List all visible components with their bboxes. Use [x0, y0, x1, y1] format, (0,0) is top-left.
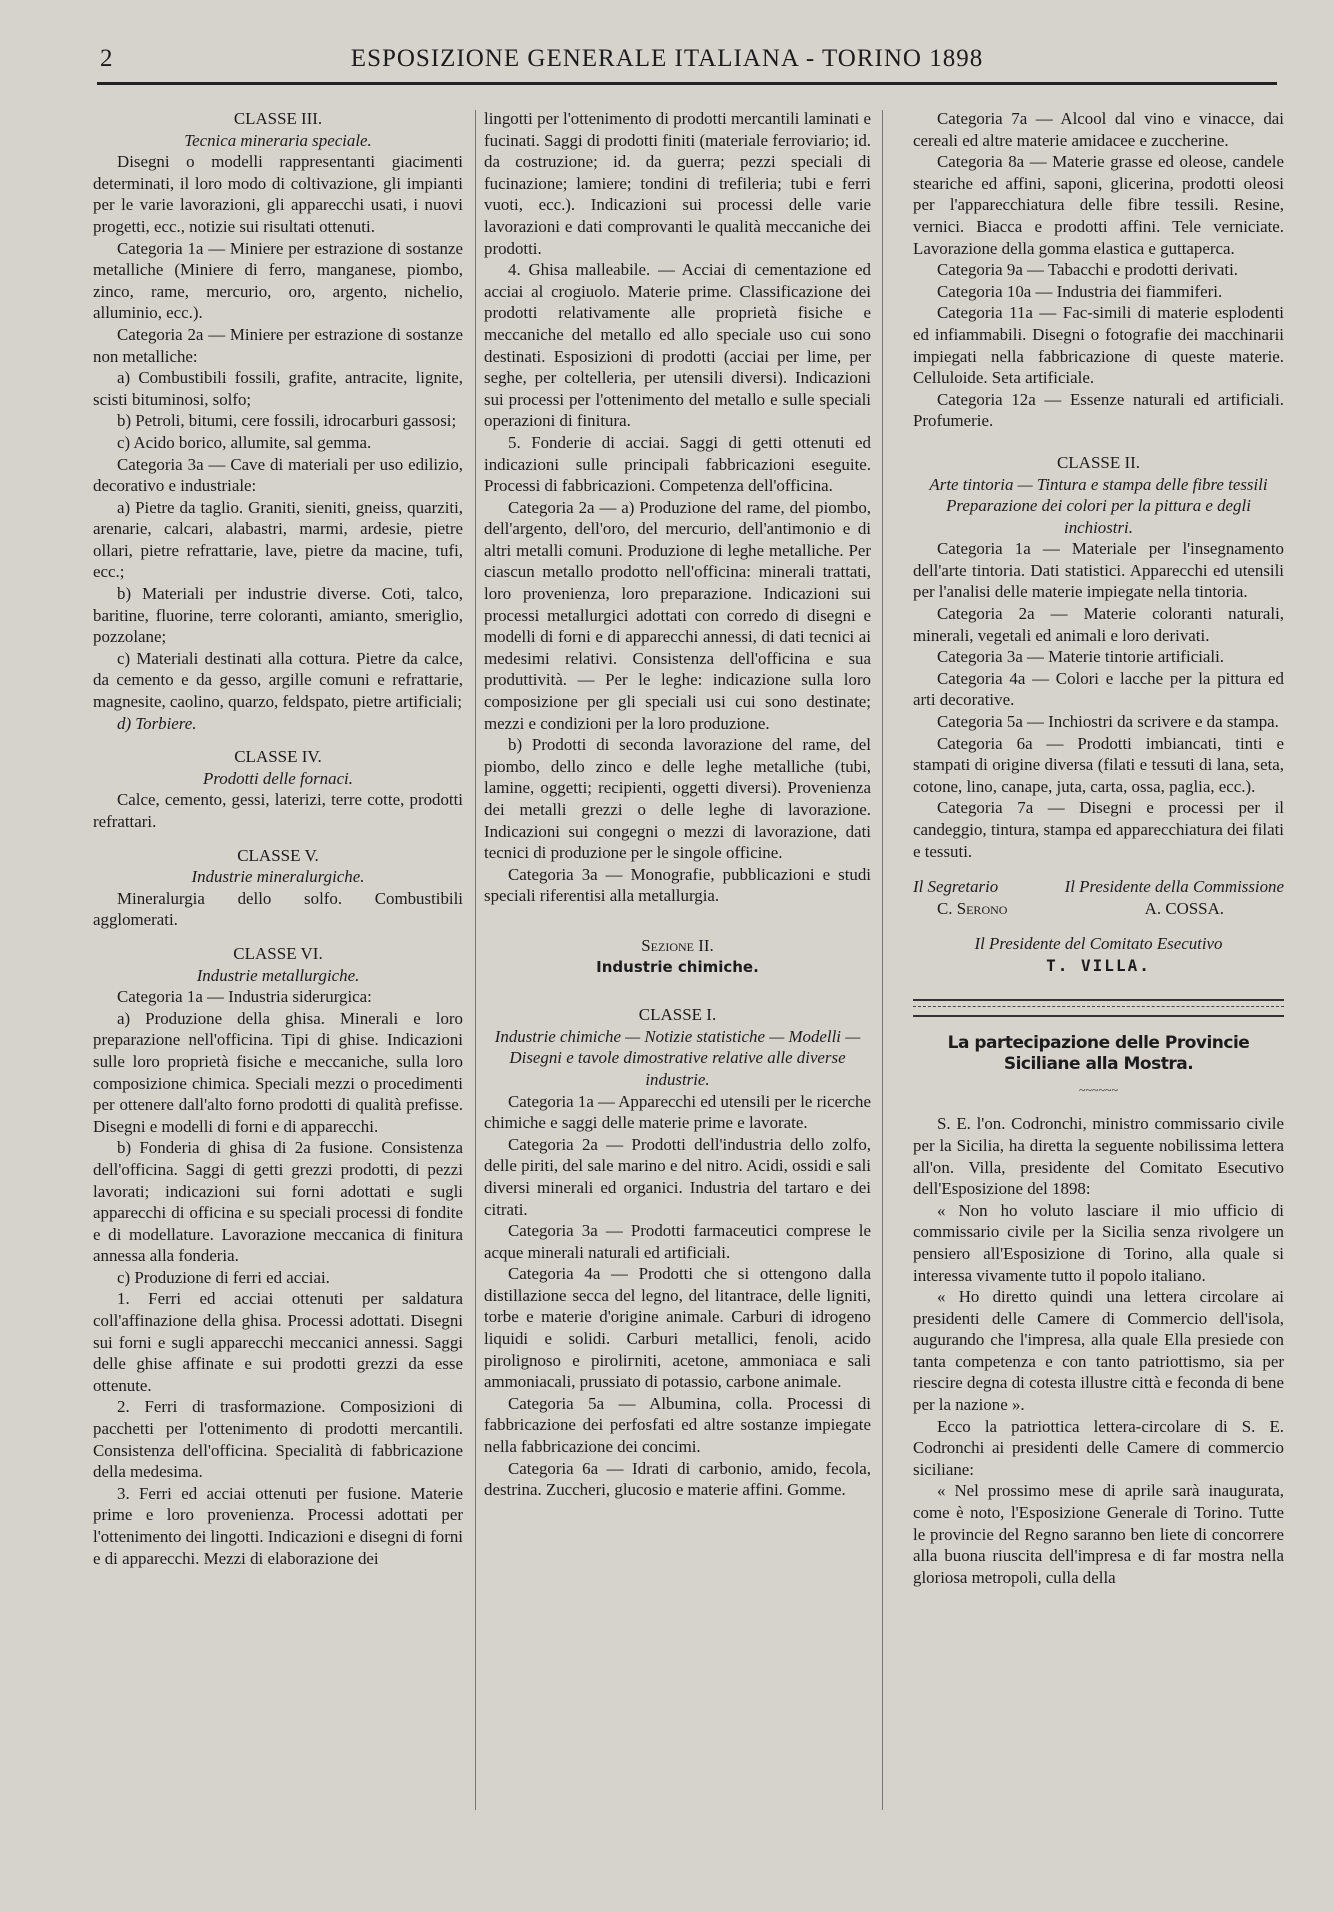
signature-names — [913, 898, 1284, 920]
article-title: La partecipazione delle Provincie Siciliane alla Mostra. — [947, 1032, 1250, 1075]
paragraph: Categoria 1a — Industria siderurgica: — [117, 987, 372, 1007]
paragraph: Categoria 7a — Alcool dal vino e vinacce, dai cereali ed altre materie amidacee e zuccherine. — [913, 109, 1284, 150]
running-title: ESPOSIZIONE GENERALE ITALIANA - TORINO 1898 — [350, 45, 984, 72]
secretary-name: C. Serono — [937, 898, 1008, 918]
column-2 — [484, 108, 871, 1501]
paragraph: Categoria 5a — Inchiostri da scrivere e da stampa. — [937, 712, 1279, 732]
paragraph: 4. Ghisa malleabile. — Acciai di cementazione ed acciai al crogiuolo. Materie prime. Classificazione dei prodotti relativamente alle proprietà fisiche e meccaniche del metallo ed allo speciale uso cui sono destinati. Esposizioni di prodotti (acciai per lime, per seghe, per coltelleria, per utensili diversi). Indicazioni sui processi per l'ottenimento del metallo e sulle speciali operazioni di finitura. — [484, 260, 871, 431]
paragraph: Categoria 12a — Essenze naturali ed artificiali. Profumerie. — [913, 389, 1284, 431]
paragraph: c) Materiali destinati alla cottura. Pietre da calce, da cemento e da gesso, argille comuni e refrattarie, magnesite, caolino, quarzo, feldspato, pietre artificiali; — [93, 648, 463, 712]
paragraph: Categoria 3a — Monografie, pubblicazioni e studi speciali riferentisi alla metallurgia. — [484, 864, 871, 906]
committee-title: Il Presidente del Comitato Esecutivo — [974, 934, 1223, 954]
paragraph: Categoria 3a — Materie tintorie artificiali. — [937, 647, 1225, 667]
paragraph: b) Petroli, bitumi, cere fossili, idrocarburi gassosi; — [117, 411, 457, 431]
paragraph: Categoria 1a — Apparecchi ed utensili per le ricerche chimiche e saggi delle materie prime e lavorate. — [484, 1091, 871, 1133]
paragraph: Categoria 1a — Materiale per l'insegnamento dell'arte tintoria. Dati statistici. Apparecchi ed utensili per l'analisi delle materie impiegate nella tintoria. — [913, 539, 1284, 602]
decorative-rule — [913, 999, 1284, 1017]
paragraph: Categoria 4a — Colori e lacche per la pittura ed arti decorative. — [913, 668, 1284, 710]
flourish-divider: ~~~~~~ — [1079, 1082, 1118, 1097]
paragraph: Categoria 2a — Miniere per estrazione di sostanze non metalliche: — [93, 324, 463, 366]
class-subtitle: Arte tintoria — Tintura e stampa delle fibre tessili Preparazione dei colori per la pittura e degli inchiostri. — [929, 474, 1268, 537]
class-heading: CLASSE I. — [638, 1005, 717, 1025]
paragraph: c) Acido borico, allumite, sal gemma. — [117, 432, 372, 452]
president-name: A. COSSA. — [1144, 898, 1224, 918]
paragraph: Categoria 2a — a) Produzione del rame, del piombo, dell'argento, dell'oro, del mercurio, dell'antimonio e di altri metalli comuni. Produzione di leghe metalliche. Per ciascun metallo prodotto nell'officina: minerali trattati, loro provenienza, loro preparazione. Indicazioni sui processi metallurgici adottati con corredo di disegni e modelli di forni e di apparecchi annessi, di dati tecnici ai medesimi relativi. Consistenza dell'officina e sua produttività. — Per le leghe: indicazione sulla loro composizione per gli speciali usi cui sono destinate; mezzi e condizioni per la loro produzione. — [484, 497, 871, 733]
paragraph: 1. Ferri ed acciai ottenuti per saldatura coll'affinazione della ghisa. Processi adottati. Disegni sui forni e sugli apparecchi meccanici annessi. Saggi delle ghise affinate e sui prodotti grezzi da esse ottenute. — [93, 1289, 463, 1395]
paragraph: Disegni o modelli rappresentanti giacimenti determinati, il loro modo di coltivazione, gli impianti per le varie lavorazioni, gli apparecchi usati, i nuovi progetti, ecc., notizie sui risultati ottenuti. — [93, 152, 463, 236]
committee-president: T. VILLA. — [1046, 955, 1151, 975]
paragraph: Categoria 2a — Prodotti dell'industria dello zolfo, delle piriti, del sale marino e del nitro. Acidi, ossidi e sali diversi minerali ed organici. Industria del tartaro e dei citrati. — [484, 1134, 871, 1219]
paragraph: Calce, cemento, gessi, laterizi, terre cotte, prodotti refrattari. — [93, 790, 463, 831]
paragraph: Categoria 3a — Cave di materiali per uso edilizio, decorativo e industriale: — [93, 454, 463, 496]
column-divider — [882, 110, 883, 1810]
paragraph: Categoria 7a — Disegni e processi per il candeggio, tintura, stampa ed apparecchiatura dei filati e tessuti. — [913, 798, 1284, 861]
paragraph: b) Fonderia di ghisa di 2a fusione. Consistenza dell'officina. Saggi di getti grezzi prodotti, di pezzi lavorati; indicazioni sui forni adottati e sugli apparecchi di officina e su speciali processi di fondite e di modellature. Lavorazione meccanica di finitura annessa alla fonderia. — [93, 1138, 463, 1266]
column-divider — [475, 110, 476, 1810]
paragraph: lingotti per l'ottenimento di prodotti mercantili laminati e fucinati. Saggi di prodotti finiti (materiale ferroviario; id. da costruzione; id. da guerra; pezzi speciali di fucinazione; lamiere; tondini di trefileria; tubi e ferri vuoti, ecc.). Indicazioni sui processi delle varie lavorazioni e dati comprovanti le qualità meccaniche dei prodotti. — [484, 109, 871, 258]
paragraph: « Non ho voluto lasciare il mio ufficio di commissario civile per la Sicilia senza rivolgere un pensiero all'Esposizione di Torino, alla quale si interessa vivamente tutto il popolo italiano. — [913, 1200, 1284, 1285]
paragraph: Mineralurgia dello solfo. Combustibili agglomerati. — [93, 888, 463, 930]
class-subtitle: Industrie mineralurgiche. — [191, 867, 365, 887]
paragraph: « Nel prossimo mese di aprile sarà inaugurata, come è noto, l'Esposizione Generale di Torino. Tutte le provincie del Regno saranno ben liete di concorrere alla buona riuscita dell'impresa e di far mostra nella gloriosa metropoli, culla della — [913, 1481, 1284, 1587]
class-heading: CLASSE IV. — [234, 747, 322, 767]
page-header — [0, 45, 1334, 85]
paragraph: S. E. l'on. Codronchi, ministro commissario civile per la Sicilia, ha diretta la seguente nobilissima lettera all'on. Villa, presidente del Comitato Esecutivo dell'Esposizione del 1898: — [913, 1114, 1284, 1199]
secretary-title: Il Segretario — [913, 877, 999, 897]
class-subtitle: Industrie chimiche — Notizie statistiche — Modelli — Disegni e tavole dimostrative relative alle diverse industrie. — [494, 1026, 861, 1089]
paragraph: Categoria 8a — Materie grasse ed oleose, candele steariche ed affini, saponi, glicerina, prodotti oleosi per l'apparecchiatura delle fibre tessili. Resine, vernici. Biacca e prodotti affini. Tele verniciate. Lavorazione della gomma elastica e guttaperca. — [913, 152, 1284, 258]
president-title: Il Presidente della Commissione — [1064, 877, 1284, 897]
paragraph: 5. Fonderie di acciai. Saggi di getti ottenuti ed indicazioni sulle principali fabbricazioni eseguite. Processi di fabbricazioni. Competenza dell'officina. — [484, 432, 871, 496]
paragraph: Categoria 2a — Materie coloranti naturali, minerali, vegetali ed animali e loro derivati. — [913, 604, 1284, 645]
class-heading: CLASSE V. — [237, 845, 319, 865]
signature-row — [913, 876, 1284, 898]
class-subtitle: Tecnica mineraria speciale. — [184, 130, 372, 150]
paragraph: Categoria 1a — Miniere per estrazione di sostanze metalliche (Miniere di ferro, manganese, piombo, zinco, rame, mercurio, oro, argento, nichelio, alluminio, ecc.). — [93, 238, 463, 323]
column-3 — [913, 108, 1284, 1588]
paragraph: « Ho diretto quindi una lettera circolare ai presidenti delle Camere di Commercio dell'isola, augurando che l'impresa, alla quale Ella presiede con tanta competenza e con tanto patriottismo, sia per riescire degna di cotesta illustre città e feconda di bene per la nazione ». — [913, 1287, 1284, 1415]
paragraph: 2. Ferri di trasformazione. Composizioni di pacchetti per l'ottenimento di prodotti mercantili. Consistenza dell'officina. Specialità di fabbricazione della medesima. — [93, 1397, 463, 1482]
header-rule — [97, 82, 1277, 85]
paragraph: a) Pietre da taglio. Graniti, sieniti, gneiss, quarziti, arenarie, calcari, alabastri, marmi, ardesie, pietre ollari, pietre refrattarie, lave, pietre da macine, tufi, ecc.; — [93, 497, 463, 582]
paragraph: b) Materiali per industrie diverse. Coti, talco, baritine, fluorine, terre coloranti, amianto, smeriglio, pozzolane; — [93, 584, 463, 647]
class-subtitle: Prodotti delle fornaci. — [203, 768, 353, 788]
paragraph: c) Produzione di ferri ed acciai. — [117, 1267, 330, 1287]
paragraph: Categoria 10a — Industria dei fiammiferi. — [937, 281, 1223, 301]
paragraph: Ecco la patriottica lettera-circolare di S. E. Codronchi ai presidenti delle Camere di commercio siciliane: — [913, 1416, 1284, 1479]
class-heading: CLASSE III. — [233, 109, 323, 128]
paragraph: Categoria 9a — Tabacchi e prodotti derivati. — [937, 260, 1239, 280]
paragraph: Categoria 3a — Prodotti farmaceutici comprese le acque minerali naturali ed artificiali. — [484, 1221, 871, 1262]
class-heading: CLASSE VI. — [233, 943, 323, 963]
paragraph: b) Prodotti di seconda lavorazione del rame, del piombo, dello zinco e delle leghe metalliche (tubi, lamine, oggetti; recipienti, oggetti diversi). Provenienza dei metalli grezzi o delle leghe di lavorazione. Indicazioni sui congegni o mezzi di lavorazione, dati tecnici di produzione per le singole officine. — [484, 735, 871, 863]
class-subtitle: Industrie metallurgiche. — [196, 965, 360, 985]
paragraph: Categoria 6a — Prodotti imbiancati, tinti e stampati di origine diversa (filati e tessuti di lana, seta, cotone, lino, canape, juta, carta, ossa, paglia, ecc.). — [913, 733, 1284, 796]
section-number: Sezione II. — [641, 935, 714, 955]
paragraph: 3. Ferri ed acciai ottenuti per fusione. Materie prime e loro provenienza. Processi adottati per l'ottenimento dei lingotti. Indicazioni e disegni di forni e di apparecchi. Mezzi di elaborazione dei — [93, 1483, 463, 1568]
section-title: Industrie chimiche. — [596, 957, 759, 976]
paragraph: Categoria 5a — Albumina, colla. Processi di fabbricazione dei perfosfati ed altre sostanze impiegate nella fabbricazione dei concimi. — [484, 1393, 871, 1457]
paragraph: Categoria 11a — Fac-simili di materie esplodenti ed infiammabili. Disegni o fotografie dei macchinarii impiegati nella fabbricazione di queste materie. Celluloide. Seta artificiale. — [913, 303, 1284, 388]
page-number: 2 — [100, 45, 113, 72]
paragraph: Categoria 4a — Prodotti che si ottengono dalla distillazione secca del legno, del litantrace, delle ligniti, torbe e materie d'origine animale. Carburi di idrogeno liquidi e solidi. Carburi metallici, fenoli, acido pirolignoso e pirolігniti, acetone, ammoniaca e sali ammoniacali, prussiato di potassio, carbone animale. — [484, 1264, 871, 1392]
column-1 — [93, 108, 463, 1569]
paragraph: d) Torbiere. — [117, 713, 197, 733]
paragraph: a) Combustibili fossili, grafite, antracite, lignite, scisti bituminosi, solfo; — [93, 368, 463, 409]
class-heading: CLASSE II. — [1056, 452, 1141, 472]
paragraph: a) Produzione della ghisa. Minerali e loro preparazione nell'officina. Tipi di ghise. Indicazioni sulle loro proprietà fisiche e meccaniche, sulla loro composizione chimica. Speciali mezzi o procedimenti per ottenere dall'alto forno prodotti di qualità prefisse. Disegni e modelli di forni e di apparecchi. — [93, 1008, 463, 1136]
paragraph: Categoria 6a — Idrati di carbonio, amido, fecola, destrina. Zuccheri, glucosio e materie affini. Gomme. — [484, 1458, 871, 1500]
